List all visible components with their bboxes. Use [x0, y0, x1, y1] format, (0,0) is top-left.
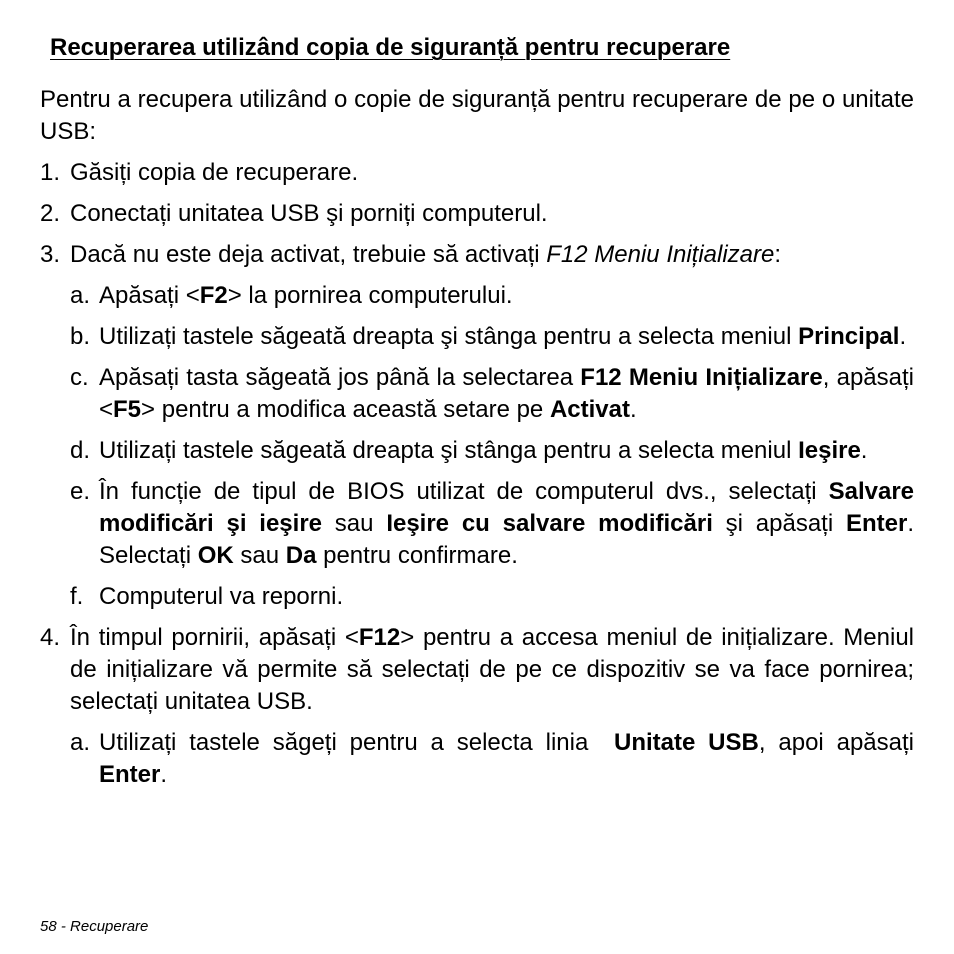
substep-text: Utilizați tastele săgeată dreapta şi stânga pentru a selecta meniul Ieşire. [99, 437, 868, 464]
setting-name: F12 Meniu Inițializare [580, 364, 823, 391]
step-number: 4. [40, 624, 61, 651]
step-text: Dacă nu este deja activat, trebuie să activați F12 Meniu Inițializare: [70, 241, 782, 268]
substep-text: În funcție de tipul de BIOS utilizat de computerul dvs., selectați Salvare modificări şi ieşire sau Ieşire cu salvare modificări şi apăsați Enter. Selectați OK sau Da pentru confirmare. [99, 478, 915, 569]
substep-letter: e. [70, 478, 91, 505]
substep-letter: d. [70, 437, 91, 464]
substep-text: Utilizați tastele săgeți pentru a selecta linia Unitate USB, apoi apăsați Enter. [99, 729, 914, 788]
step-1 [40, 157, 914, 189]
step-text: Găsiți copia de recuperare. [70, 159, 359, 186]
menu-name: F12 Meniu Inițializare [546, 241, 775, 268]
substep-letter: c. [70, 364, 89, 391]
option-name: Da [285, 542, 317, 569]
setting-value: Activat [549, 396, 630, 423]
key-name: F5 [113, 396, 142, 423]
key-name: Enter [99, 761, 161, 788]
body-text [40, 84, 914, 800]
step-4 [40, 622, 914, 718]
key-name: F12 [358, 624, 401, 651]
substep-text: Apăsați <F2> la pornirea computerului. [99, 282, 513, 309]
section-heading: Recuperarea utilizând copia de siguranță pentru recuperare [50, 34, 731, 61]
substep-3e [70, 476, 914, 572]
step-text: În timpul pornirii, apăsați <F12> pentru a accesa meniul de inițializare. Meniul de inițializare vă permite să selectați de pe ce dispozitiv se va face pornirea; selectați unitatea USB. [70, 624, 914, 715]
substep-text: Utilizați tastele săgeată dreapta şi stânga pentru a selecta meniul Principal. [99, 323, 907, 350]
step-3 [40, 239, 914, 271]
step-number: 1. [40, 159, 61, 186]
step-2 [40, 198, 914, 230]
step-number: 3. [40, 241, 61, 268]
menu-name: Principal [798, 323, 900, 350]
option-name: Ieşire cu salvare modificări [386, 510, 713, 537]
substep-letter: f. [70, 583, 84, 610]
option-name: Unitate USB [614, 729, 759, 756]
option-name: Salvare modificări şi ieşire [99, 478, 914, 537]
substep-4a [70, 727, 914, 791]
substep-3c [70, 362, 914, 426]
substep-3d [70, 435, 914, 467]
step-text: Conectați unitatea USB şi porniți computerul. [70, 200, 548, 227]
substep-text: Apăsați tasta săgeată jos până la selectarea F12 Meniu Inițializare, apăsați <F5> pentru a modifica această setare pe Activat. [99, 364, 914, 423]
step-number: 2. [40, 200, 61, 227]
page-footer: 58 - Recuperare [40, 918, 149, 935]
substep-letter: a. [70, 282, 91, 309]
substep-letter: a. [70, 729, 91, 756]
substep-letter: b. [70, 323, 91, 350]
substep-text: Computerul va reporni. [99, 583, 344, 610]
intro-paragraph: Pentru a recupera utilizând o copie de siguranță pentru recuperare de pe o unitate USB: [40, 86, 914, 145]
key-name: Enter [845, 510, 908, 537]
option-name: OK [197, 542, 234, 569]
key-name: F2 [199, 282, 228, 309]
menu-name: Ieşire [798, 437, 861, 464]
substep-3b [70, 321, 914, 353]
substep-3f [70, 581, 914, 613]
substep-3a [70, 280, 914, 312]
